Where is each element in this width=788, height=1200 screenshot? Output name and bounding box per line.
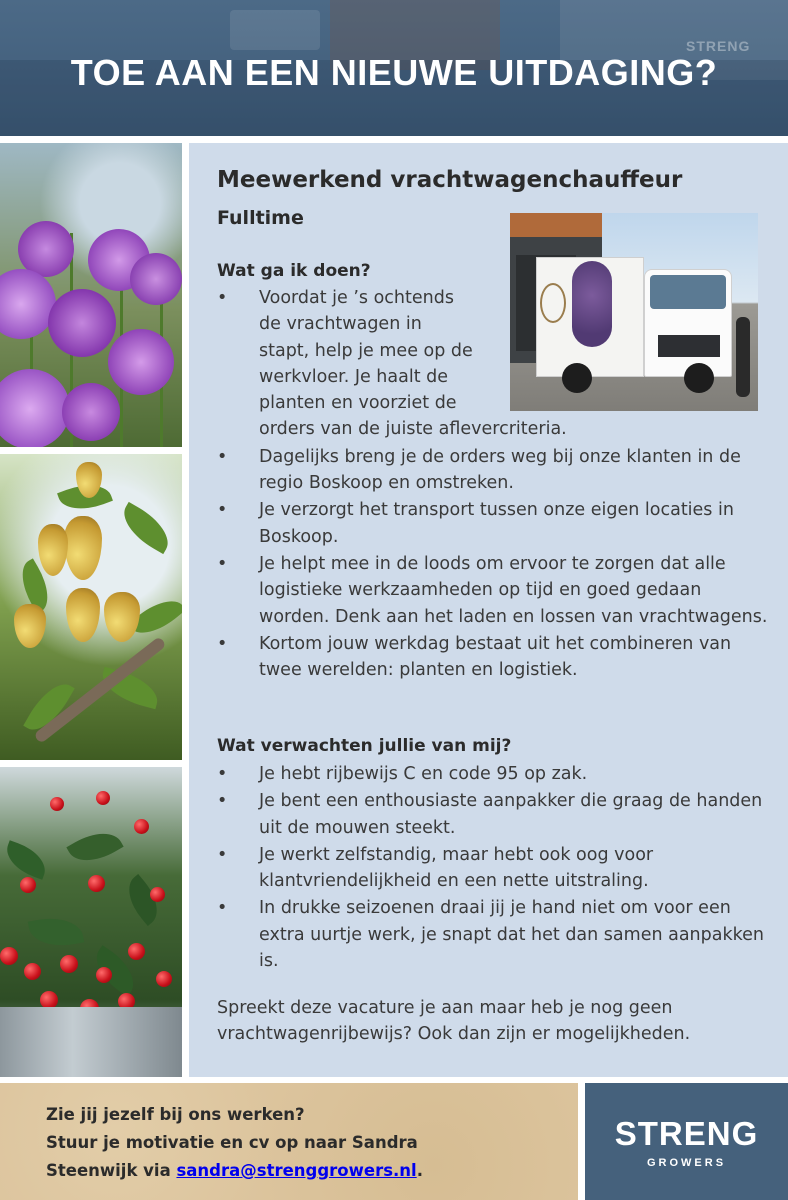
list-item-text: Je helpt mee in de loods om ervoor te zorgen dat alle logistieke werkzaamheden op tijd en goed gedaan worden. Denk aan het laden en lossen van vrachtwagens. [259,553,768,627]
bullet-dot: • [217,764,228,784]
call-to-action [0,1083,578,1200]
bullet-dot: • [217,288,228,308]
brand-name: STRENG [614,1115,759,1152]
header-building-sign: STRENG [686,38,751,54]
bullet-dot: • [217,500,228,521]
email-link[interactable]: sandra@strenggrowers.nl [176,1161,417,1180]
list-item-text: Je verzorgt het transport tussen onze eigen locaties in Boskoop. [259,500,734,547]
list-item [217,842,772,895]
job-type: Fulltime [217,207,304,229]
bullet-dot: • [217,446,228,467]
cta-line-3-prefix: Steenwijk via [46,1161,177,1180]
streng-growers-logo [585,1083,788,1200]
closing-paragraph: Spreekt deze vacature je aan maar heb je nog geen vrachtwagenrijbewijs? Ook dan zijn er mogelijkheden. [217,998,691,1045]
requirements-list [217,761,772,975]
list-item-text: In drukke seizoenen draai jij je hand niet om voor een extra uurtje werk, je snapt dat het dan samen aanpakken is. [259,898,764,972]
list-item-text: Dagelijks breng je de orders weg bij onze klanten in de regio Boskoop en omstreken. [259,446,741,494]
list-item-line: orders van de juiste aflevercriteria. [259,419,567,440]
brand-sub: GROWERS [646,1157,727,1169]
cta-line-1: Zie jij jezelf bij ons werken? [46,1105,305,1124]
bullet-dot: • [217,553,228,574]
list-item-text: Kortom jouw werkdag bestaat uit het combineren van twee werelden: planten en logistiek. [259,633,732,681]
job-title: Meewerkend vrachtwagenchauffeur [217,167,683,193]
list-item-line: de vrachtwagen in [259,314,422,335]
page-headline: TOE AAN EEN NIEUWE UITDAGING? [70,52,718,93]
cta-line-2: Stuur je motivatie en cv op naar Sandra [46,1133,418,1152]
bullet-dot: • [217,791,228,812]
section-tasks-title: Wat ga ik doen? [217,261,371,281]
cta-line-3 [46,1157,578,1185]
list-item [217,497,772,550]
cta-line-3-suffix: . [416,1161,423,1180]
pear-tree-photo [0,454,182,760]
list-item-text: Je hebt rijbewijs C en code 95 op zak. [259,764,588,784]
list-item-text: Je werkt zelfstandig, maar hebt ook oog voor klantvriendelijkheid en een nette uitstraling. [259,844,654,892]
list-item [217,788,772,841]
bullet-dot: • [217,633,228,654]
vacancy-panel [189,143,788,1077]
tasks-list [217,285,772,684]
list-item-line: stapt, help je mee op de [259,340,473,361]
list-item [217,551,772,630]
bullet-dot: • [217,844,228,865]
list-item [217,631,772,684]
header-photo-car [230,10,320,50]
list-item [217,285,772,443]
header-banner [0,0,788,136]
list-item-line: planten en voorziet de [259,393,457,414]
section-requirements-title: Wat verwachten jullie van mij? [217,736,512,756]
gaultheria-berries-photo [0,767,182,1077]
list-item-line: werkvloer. Je haalt de [259,366,449,387]
list-item-text: Je bent een enthousiaste aanpakker die graag de handen uit de mouwen steekt. [259,791,763,838]
list-item [217,895,772,974]
bullet-dot: • [217,898,228,919]
allium-flowers-photo [0,143,182,447]
zinc-bucket [0,1007,182,1077]
list-item [217,444,772,497]
list-item [217,761,772,787]
list-item-line: Voordat je ’s ochtends [259,288,454,308]
